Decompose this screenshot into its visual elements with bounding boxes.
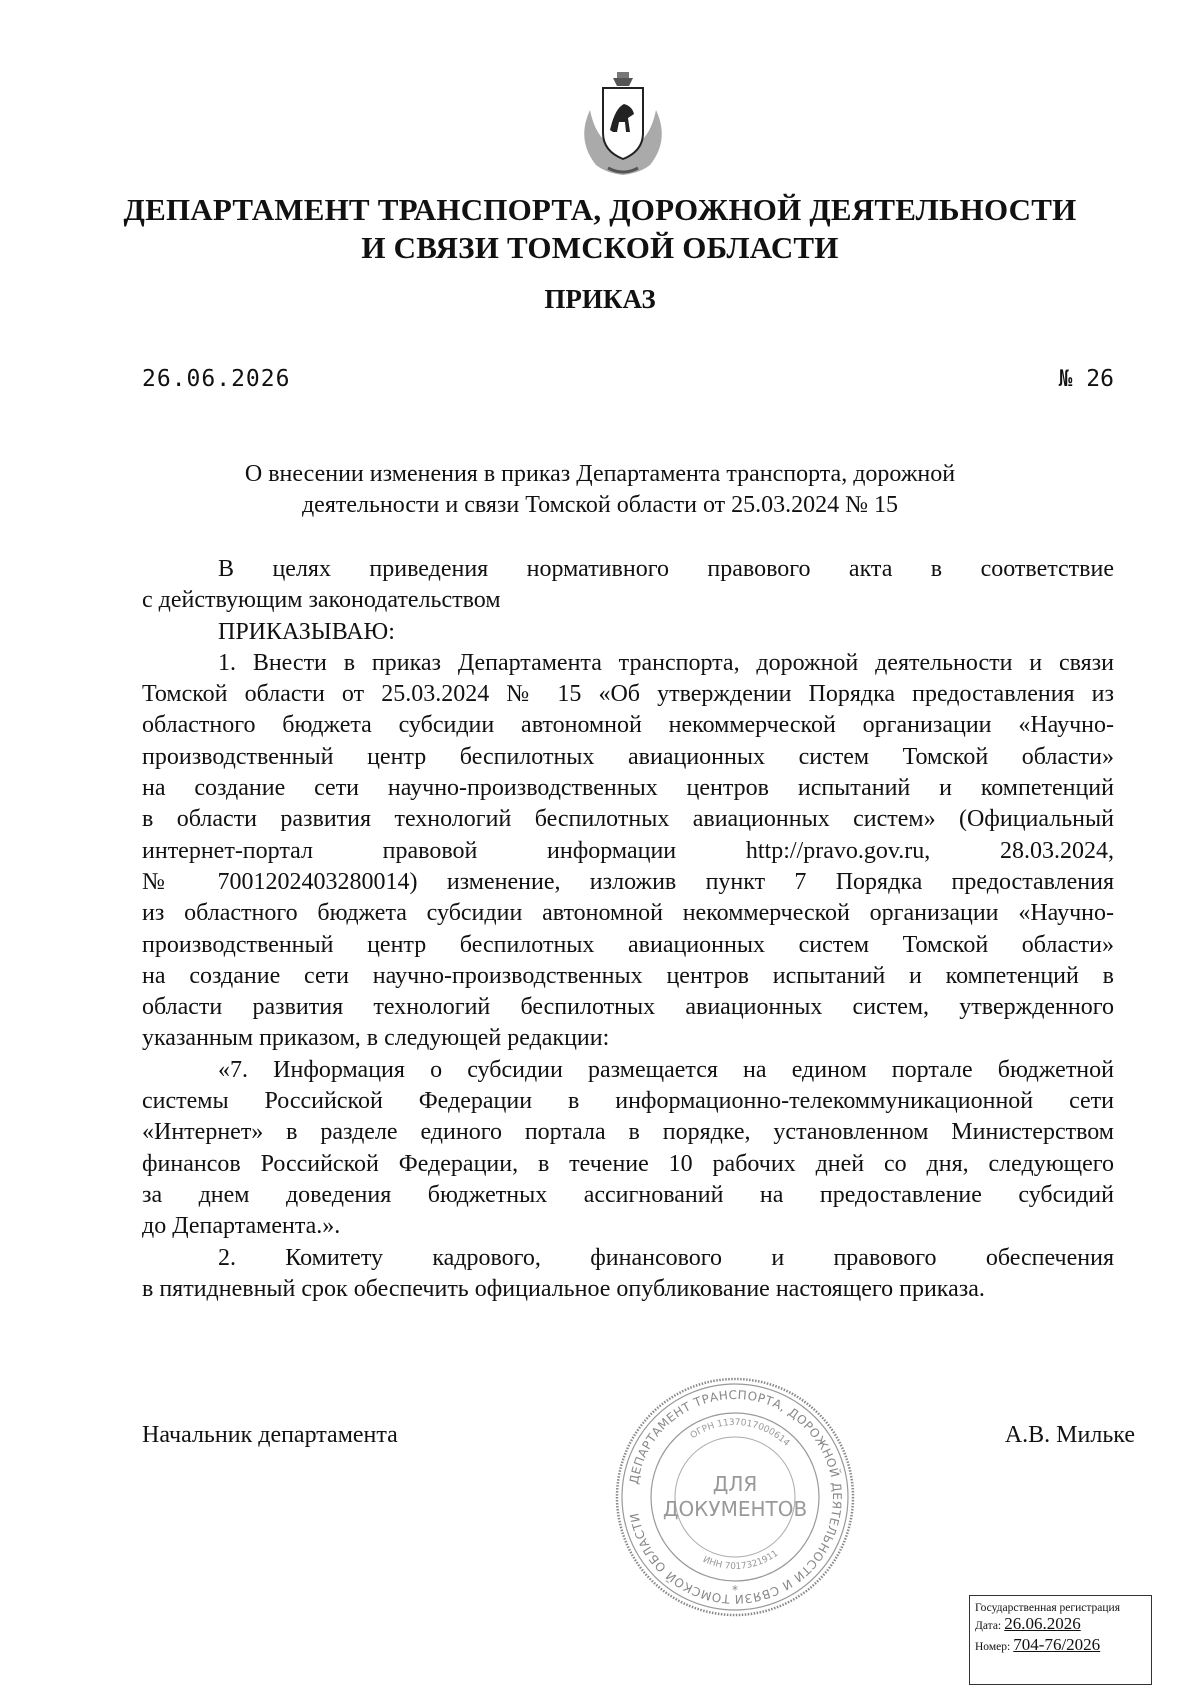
svg-text:*: *	[732, 1583, 738, 1597]
paragraph-1-line: на создание сети научно-производственных центров испытаний и компетенций	[142, 775, 1114, 802]
order-subject	[200, 459, 1000, 521]
paragraph-1-line: 1. Внести в приказ Департамента транспорта, дорожной деятельности и связи	[218, 649, 1114, 676]
paragraph-2-line: в пятидневный срок обеспечить официальное опубликование настоящего приказа.	[142, 1275, 985, 1302]
order-body	[142, 554, 1114, 1305]
subject-line: О внесении изменения в приказ Департамента транспорта, дорожной	[244, 461, 956, 487]
preamble-line: с действующим законодательством	[142, 587, 501, 614]
paragraph-1-line: интернет-портал правовой информации http://pravo.gov.ru, 28.03.2024,	[142, 837, 1114, 864]
registration-number-row	[975, 1637, 1147, 1655]
department-name-line1: ДЕПАРТАМЕНТ ТРАНСПОРТА, ДОРОЖНОЙ ДЕЯТЕЛЬНОСТИ	[123, 192, 1077, 227]
seal-inn: ИНН 7017321911	[701, 1548, 781, 1573]
paragraph-7-line: за днем доведения бюджетных ассигнований на предоставление субсидий	[142, 1181, 1114, 1208]
seal-center-line2: ДОКУМЕНТОВ	[662, 1497, 808, 1521]
paragraph-1-line: в области развития технологий беспилотных авиационных систем» (Официальный	[142, 806, 1114, 833]
paragraph-1-line: указанным приказом, в следующей редакции:	[142, 1025, 610, 1052]
paragraph-1-line: из областного бюджета субсидии автономной некоммерческой организации «Научно-	[142, 900, 1114, 927]
preamble-line: В целях приведения нормативного правового акта в соответствие	[218, 556, 1114, 582]
signatory-name: А.В. Мильке	[1004, 1422, 1135, 1448]
registration-date-label: Дата:	[975, 1620, 1002, 1632]
signatory-position: Начальник департамента	[142, 1422, 398, 1448]
registration-number-value: 704-76/2026	[1013, 1635, 1101, 1654]
registration-date-row	[975, 1616, 1147, 1634]
paragraph-2-line: 2. Комитету кадрового, финансового и правового обеспечения	[218, 1244, 1114, 1271]
department-name-line2: И СВЯЗИ ТОМСКОЙ ОБЛАСТИ	[361, 230, 839, 265]
paragraph-1-line: областного бюджета субсидии автономной некоммерческой организации «Научно-	[142, 712, 1114, 739]
paragraph-1-line: Томской области от 25.03.2024 № 15 «Об утверждении Порядка предоставления из	[142, 681, 1114, 708]
paragraph-7-line: «Интернет» в разделе единого портала в порядке, установленном Министерством	[142, 1119, 1114, 1146]
paragraph-1-line: производственный центр беспилотных авиационных систем Томской области»	[142, 931, 1114, 958]
official-seal-stamp	[610, 1372, 860, 1622]
paragraph-7-line: финансов Российской Федерации, в течение 10 рабочих дней со дня, следующего	[142, 1150, 1114, 1177]
registration-box	[969, 1595, 1152, 1685]
svg-text:ОГРН 1137017000614	[689, 1418, 792, 1449]
paragraph-7-line: «7. Информация о субсидии размещается на едином портале бюджетной	[218, 1056, 1114, 1083]
registration-number-label: Номер:	[975, 1641, 1011, 1653]
paragraph-1-line: на создание сети научно-производственных центров испытаний и компетенций в	[142, 962, 1114, 989]
paragraph-7-line: до Департамента.».	[142, 1213, 341, 1240]
paragraph-1-line: № 7001202403280014) изменение, изложив пункт 7 Порядка предоставления	[142, 868, 1114, 895]
svg-text:ИНН 7017321911	[701, 1549, 780, 1572]
paragraph-7-line: системы Российской Федерации в информационно-телекоммуникационной сети	[142, 1088, 1114, 1115]
coat-of-arms-emblem	[568, 70, 678, 180]
paragraph-1-line: производственный центр беспилотных авиационных систем Томской области»	[142, 743, 1114, 770]
order-number: № 26	[1058, 366, 1114, 392]
order-date: 26.06.2026	[142, 366, 291, 392]
document-type-title: ПРИКАЗ	[544, 284, 656, 314]
seal-ring-text: ДЕПАРТАМЕНТ ТРАНСПОРТА, ДОРОЖНОЙ ДЕЯТЕЛЬНОСТИ И СВЯЗИ ТОМСКОЙ ОБЛАСТИ	[626, 1387, 845, 1607]
subject-line: деятельности и связи Томской области от 25.03.2024 № 15	[301, 492, 899, 518]
paragraph-1-line: области развития технологий беспилотных авиационных систем, утвержденного	[142, 994, 1114, 1021]
registration-date-value: 26.06.2026	[1004, 1614, 1081, 1633]
registration-heading: Государственная регистрация	[975, 1602, 1120, 1614]
order-word: ПРИКАЗЫВАЮ:	[218, 618, 395, 645]
seal-ogrn: ОГРН 1137017000614	[688, 1417, 792, 1449]
seal-center-line1: ДЛЯ	[712, 1472, 758, 1496]
